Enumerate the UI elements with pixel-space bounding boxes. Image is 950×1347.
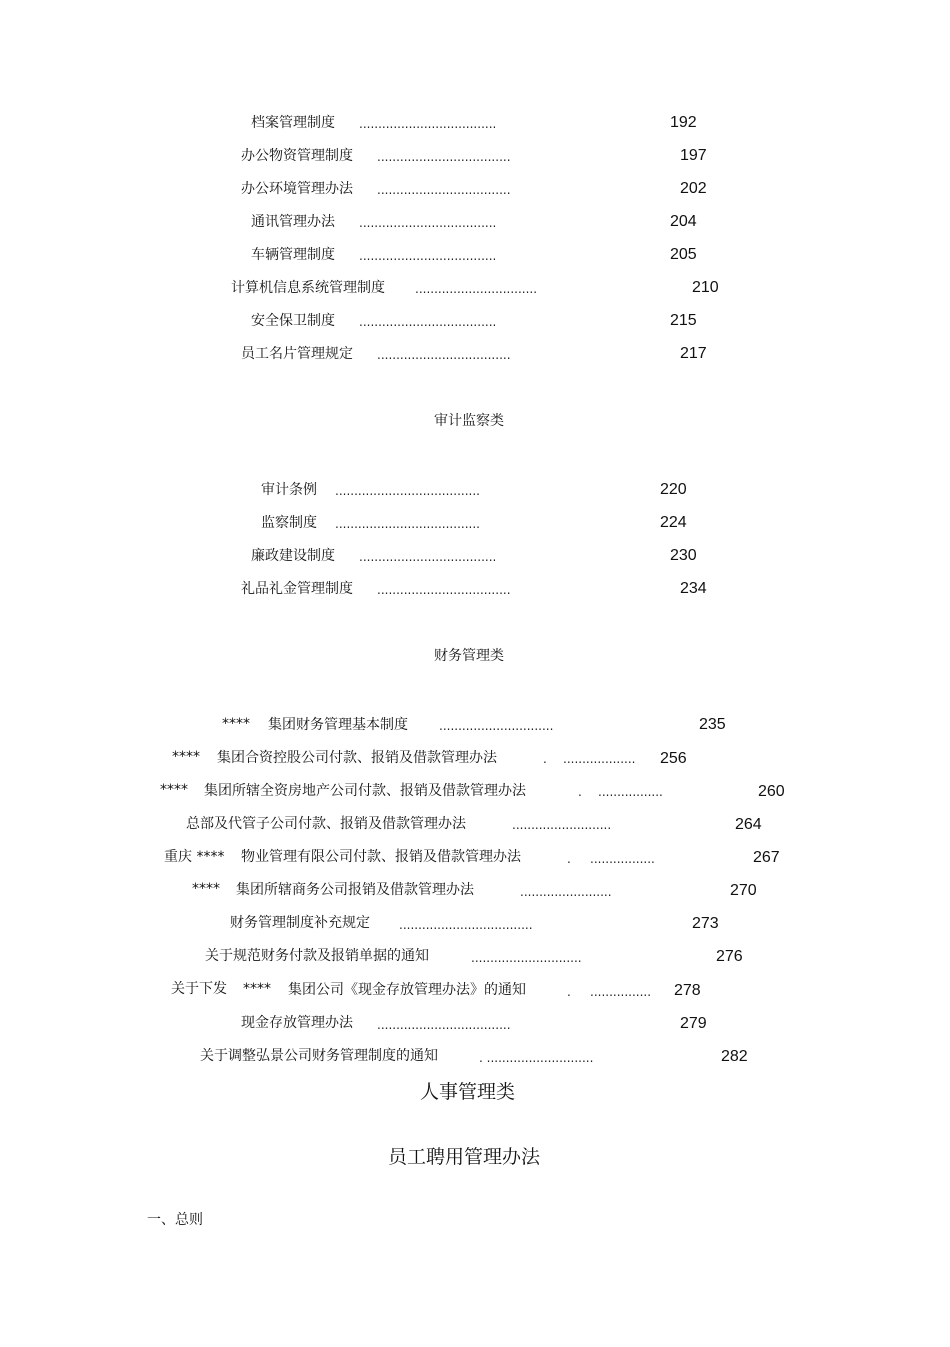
- document-title: 员工聘用管理办法: [388, 1146, 541, 1168]
- toc-leader-dots: ........................: [520, 885, 612, 899]
- toc-title: 礼品礼金管理制度: [241, 581, 353, 597]
- toc-title: 廉政建设制度: [251, 548, 335, 564]
- toc-title: 财务管理制度补充规定: [230, 915, 370, 931]
- toc-page-number: 256: [660, 750, 687, 767]
- toc-leader-dots: ................................: [415, 282, 538, 296]
- toc-title: 集团公司《现金存放管理办法》的通知: [288, 982, 526, 998]
- toc-prefix-mask: ****: [243, 981, 271, 997]
- toc-page-number: 279: [680, 1015, 707, 1032]
- toc-title: 现金存放管理办法: [241, 1015, 353, 1031]
- toc-page-number: 264: [735, 816, 762, 833]
- toc-prefix: ****: [192, 881, 220, 897]
- toc-prefix: ****: [160, 782, 188, 798]
- toc-leader-dots: ...................................: [377, 150, 511, 164]
- chapter-heading: 人事管理类: [420, 1081, 516, 1103]
- toc-prefix: ****: [172, 749, 200, 765]
- toc-leader-dots: ....................................: [359, 249, 497, 263]
- toc-page-number: 270: [730, 882, 757, 899]
- toc-leader-dots: ...................................: [399, 918, 533, 932]
- toc-title: 集团所辖商务公司报销及借款管理办法: [236, 882, 474, 898]
- toc-page-number: 234: [680, 580, 707, 597]
- toc-page-number: 202: [680, 180, 707, 197]
- toc-leader-dots: ...................................: [377, 183, 511, 197]
- toc-prefix: 关于下发: [171, 981, 227, 997]
- toc-leader-dots: ......................................: [335, 484, 480, 498]
- toc-leader-dots: .................: [598, 785, 663, 799]
- toc-page-number: 278: [674, 982, 701, 999]
- toc-separator: .: [567, 852, 571, 866]
- toc-leader-dots: ...................................: [377, 583, 511, 597]
- toc-page-number: 282: [721, 1048, 748, 1065]
- toc-page-number: 235: [699, 716, 726, 733]
- toc-title: 总部及代管子公司付款、报销及借款管理办法: [186, 816, 466, 832]
- toc-separator: .: [567, 985, 571, 999]
- toc-title: 关于调整弘景公司财务管理制度的通知: [200, 1048, 438, 1064]
- toc-title: 办公物资管理制度: [241, 148, 353, 164]
- toc-page-number: 220: [660, 481, 687, 498]
- toc-page-number: 197: [680, 147, 707, 164]
- toc-page-number: 273: [692, 915, 719, 932]
- section-heading-audit: 审计监察类: [434, 413, 504, 429]
- toc-title: 关于规范财务付款及报销单据的通知: [205, 948, 429, 964]
- toc-leader-dots: ...................................: [377, 1018, 511, 1032]
- toc-leader-dots: . ............................: [479, 1051, 594, 1065]
- toc-leader-dots: ....................................: [359, 117, 497, 131]
- toc-separator: .: [543, 752, 547, 766]
- toc-page-number: 204: [670, 213, 697, 230]
- toc-page-number: 267: [753, 849, 780, 866]
- toc-page-number: 215: [670, 312, 697, 329]
- toc-title: 员工名片管理规定: [241, 346, 353, 362]
- toc-leader-dots: ......................................: [335, 517, 480, 531]
- toc-title: 办公环境管理办法: [241, 181, 353, 197]
- toc-title: 计算机信息系统管理制度: [231, 280, 385, 296]
- toc-title: 档案管理制度: [251, 115, 335, 131]
- toc-leader-dots: ..........................: [512, 818, 612, 832]
- toc-leader-dots: ..............................: [439, 719, 554, 733]
- toc-page-number: 260: [758, 783, 785, 800]
- toc-title: 安全保卫制度: [251, 313, 335, 329]
- toc-page-number: 230: [670, 547, 697, 564]
- toc-separator: .: [578, 785, 582, 799]
- toc-leader-dots: ....................................: [359, 550, 497, 564]
- toc-page-number: 224: [660, 514, 687, 531]
- toc-page-number: 276: [716, 948, 743, 965]
- toc-title: 通讯管理办法: [251, 214, 335, 230]
- toc-page-number: 192: [670, 114, 697, 131]
- section-heading-general: 一、总则: [147, 1212, 203, 1228]
- toc-title: 集团所辖全资房地产公司付款、报销及借款管理办法: [204, 783, 526, 799]
- toc-title: 审计条例: [261, 482, 317, 498]
- toc-leader-dots: ................: [590, 985, 652, 999]
- toc-title: 车辆管理制度: [251, 247, 335, 263]
- toc-leader-dots: ...................................: [377, 348, 511, 362]
- toc-title: 集团财务管理基本制度: [268, 717, 408, 733]
- section-heading-finance: 财务管理类: [434, 648, 504, 664]
- toc-page-number: 205: [670, 246, 697, 263]
- toc-leader-dots: ....................................: [359, 216, 497, 230]
- toc-prefix: 重庆 ****: [164, 849, 225, 865]
- toc-leader-dots: ....................................: [359, 315, 497, 329]
- toc-page-number: 217: [680, 345, 707, 362]
- toc-title: 集团合资控股公司付款、报销及借款管理办法: [217, 750, 497, 766]
- toc-title: 物业管理有限公司付款、报销及借款管理办法: [241, 849, 521, 865]
- toc-title: 监察制度: [261, 515, 317, 531]
- toc-leader-dots: ...................: [563, 752, 636, 766]
- toc-leader-dots: .................: [590, 852, 655, 866]
- toc-prefix: ****: [222, 716, 250, 732]
- toc-leader-dots: .............................: [471, 951, 582, 965]
- toc-page-number: 210: [692, 279, 719, 296]
